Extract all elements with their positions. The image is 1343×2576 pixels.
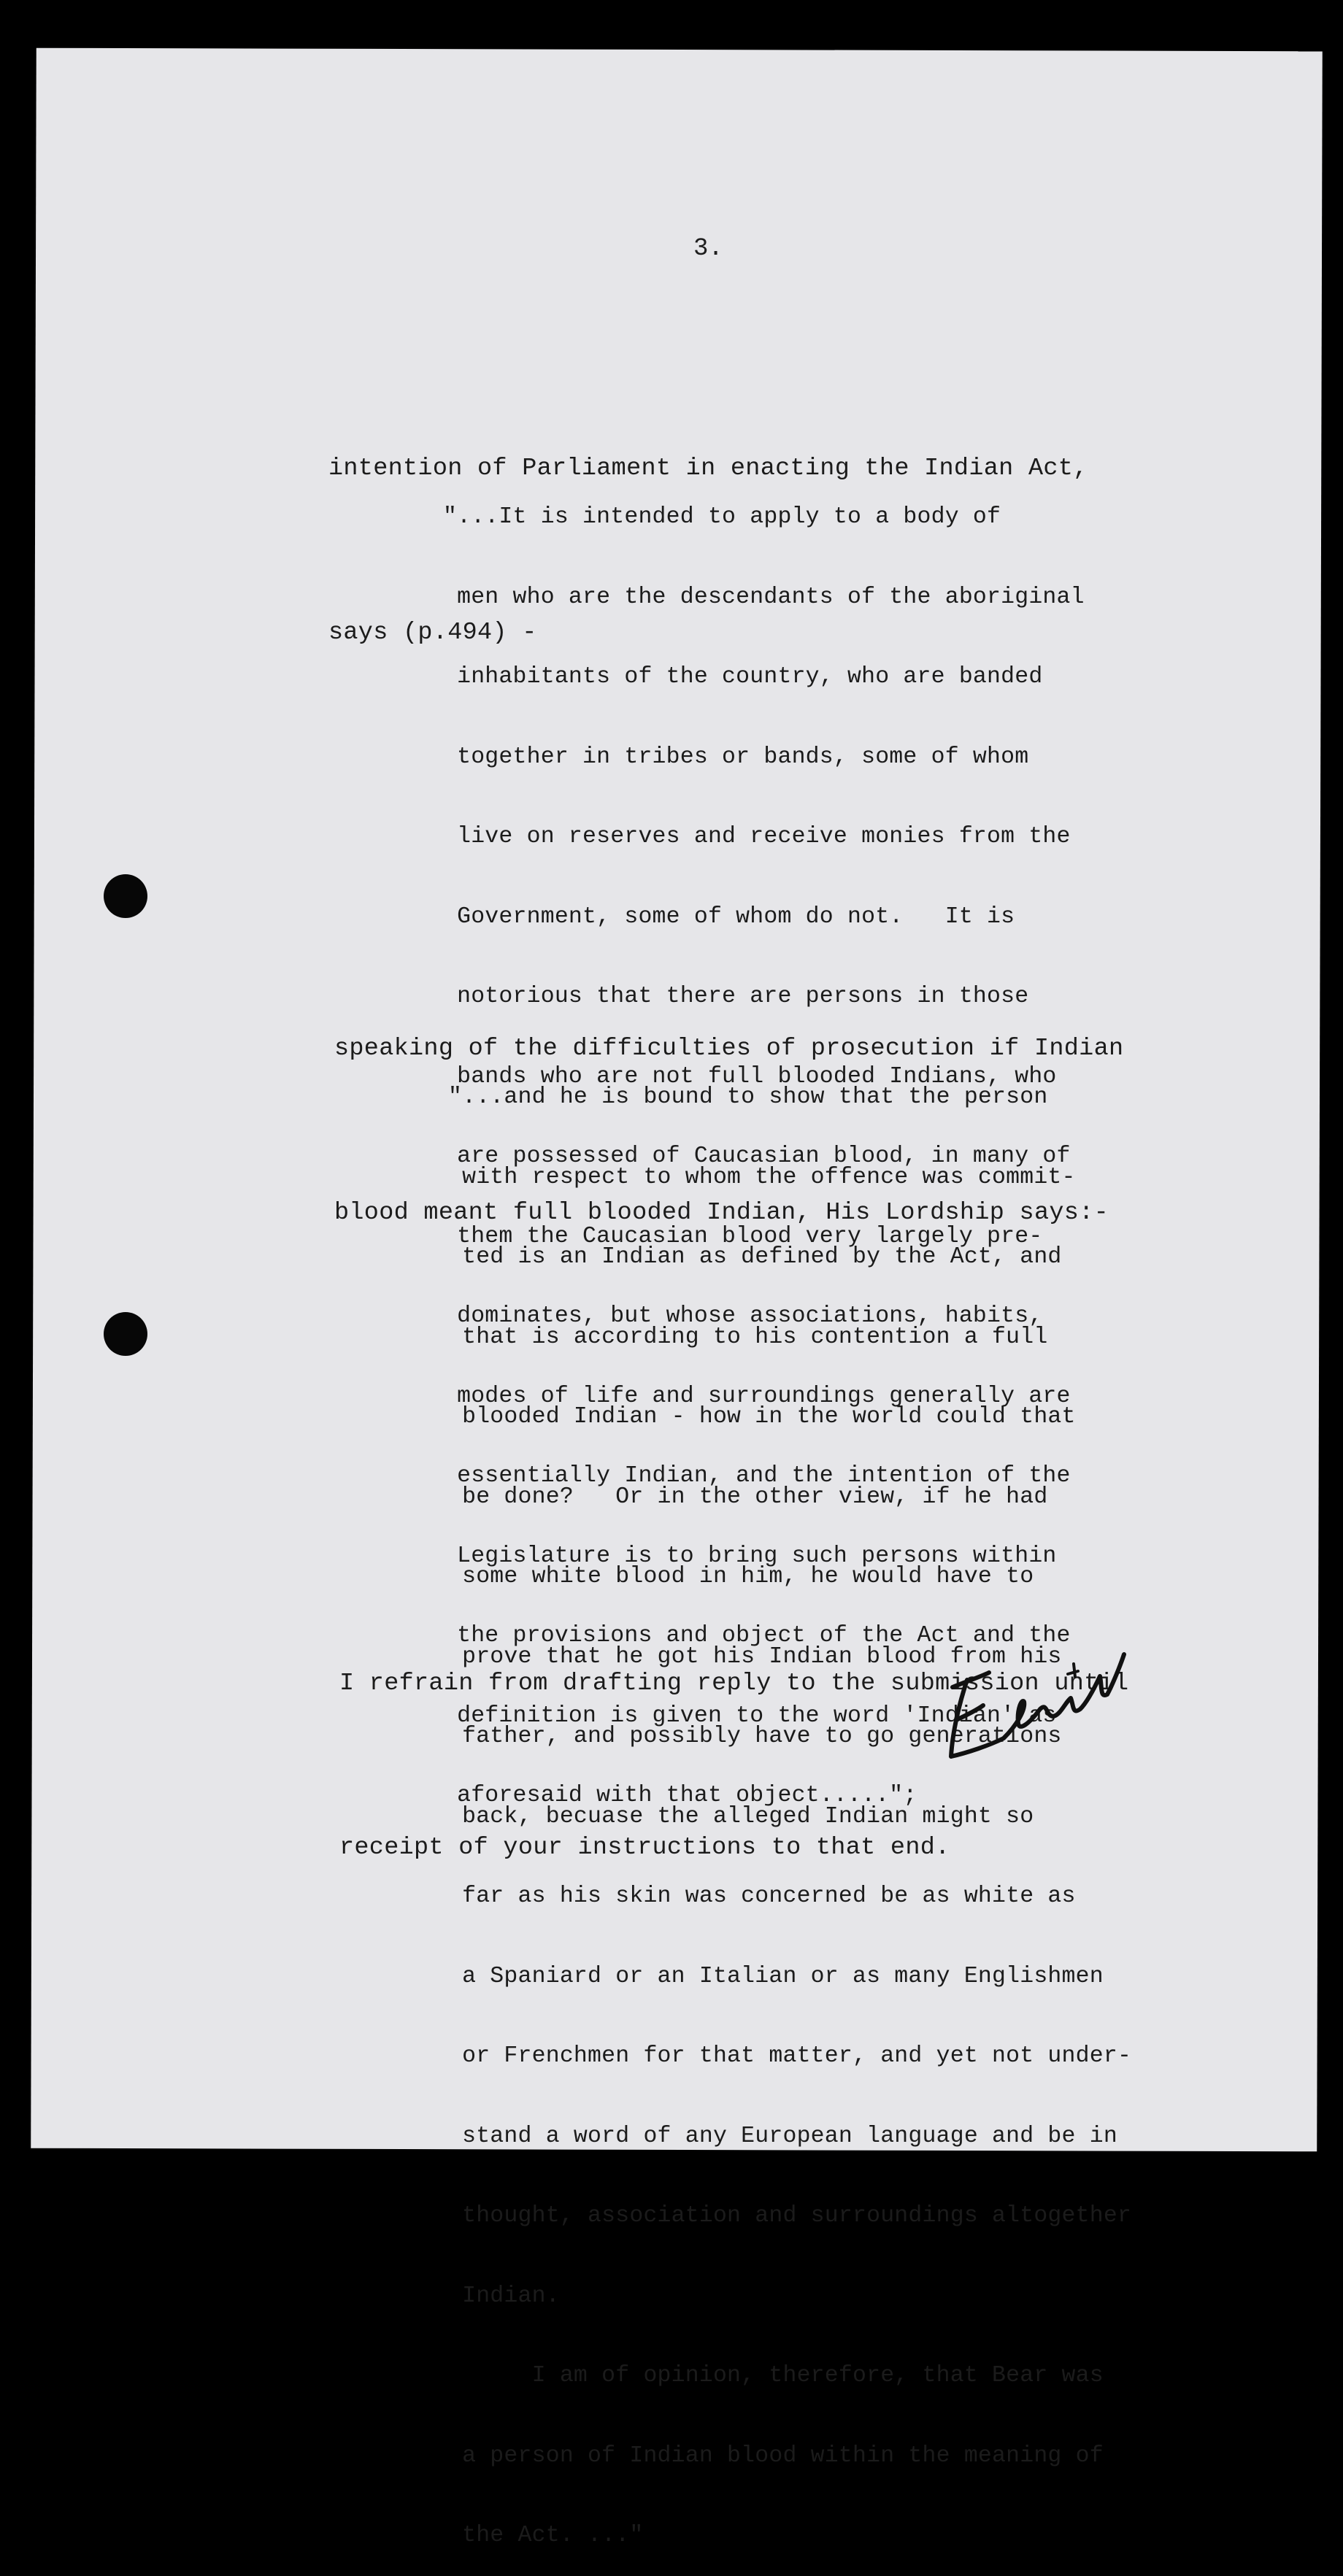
text-line: receipt of your instructions to that end. [339,1834,950,1862]
text-line: blooded Indian - how in the world could that [448,1404,1076,1430]
text-line: the provisions and object of the Act and the [443,1623,1071,1648]
text-line: are possessed of Caucasian blood, in many of [443,1144,1071,1169]
text-line: Indian. [448,2283,560,2309]
text-line: aforesaid with that object....."; [443,1783,917,1808]
text-line: stand a word of any European language and be in [448,2123,1117,2149]
text-line: definition is given to the word 'Indian' as [443,1702,1057,1729]
text-line: notorious that there are persons in those [443,984,1029,1009]
text-line: I am of opinion, therefore, that Bear was [448,2363,1104,2388]
text-line: them the Caucasian blood very largely pre- [443,1223,1043,1249]
text-line: live on reserves and receive monies from the [443,824,1071,849]
text-line: I refrain from drafting reply to the submission until [339,1670,1129,1697]
punch-hole-upper [104,874,147,918]
text-line: thought, association and surroundings altogether [448,2203,1132,2229]
text-line: "...and he is bound to show that the person [448,1084,1048,1110]
text-line: intention of Parliament in enacting the Indian Act, [328,455,1088,482]
text-line: inhabitants of the country, who are banded [443,664,1043,690]
text-line: ted is an Indian as defined by the Act, and [448,1244,1062,1270]
text-line: together in tribes or bands, some of whom [443,744,1029,770]
text-line: Government, some of whom do not. It is [443,903,1015,930]
text-line: with respect to whom the offence was commit- [448,1164,1076,1190]
punch-hole-lower [104,1312,147,1356]
text-line: far as his skin was concerned be as white as [448,1883,1076,1909]
text-line: back, becuase the alleged Indian might so [448,1803,1034,1829]
text-line: father, and possibly have to go generations [448,1724,1062,1749]
text-line: modes of life and surroundings generally are [443,1383,1071,1409]
handwritten-signature [938,1636,1142,1767]
text-line: be done? Or in the other view, if he had [448,1484,1048,1510]
text-line: that is according to his contention a full [448,1324,1048,1350]
text-line: men who are the descendants of the aboriginal [443,584,1085,610]
text-line: bands who are not full blooded Indians, who [443,1063,1057,1090]
text-line: Legislature is to bring such persons within [443,1543,1057,1569]
text-line: "...It is intended to apply to a body of [443,504,1001,530]
text-line: or Frenchmen for that matter, and yet not under- [448,2043,1132,2069]
text-line: says (p.494) - [328,619,537,647]
text-line: blood meant full blooded Indian, His Lordship says:- [334,1199,1109,1227]
text-line: some white blood in him, he would have to [448,1564,1034,1589]
text-line: a person of Indian blood within the meaning of [448,2442,1104,2469]
text-line: prove that he got his Indian blood from his [448,1643,1062,1670]
text-line: essentially Indian, and the intention of the [443,1463,1071,1489]
page-number: 3. [693,235,723,263]
text-line: the Act. ..." [448,2523,644,2548]
text-line: speaking of the difficulties of prosecution if Indian [334,1035,1124,1063]
text-line: dominates, but whose associations, habits, [443,1303,1043,1329]
text-line: a Spaniard or an Italian or as many Englishmen [448,1963,1104,1989]
